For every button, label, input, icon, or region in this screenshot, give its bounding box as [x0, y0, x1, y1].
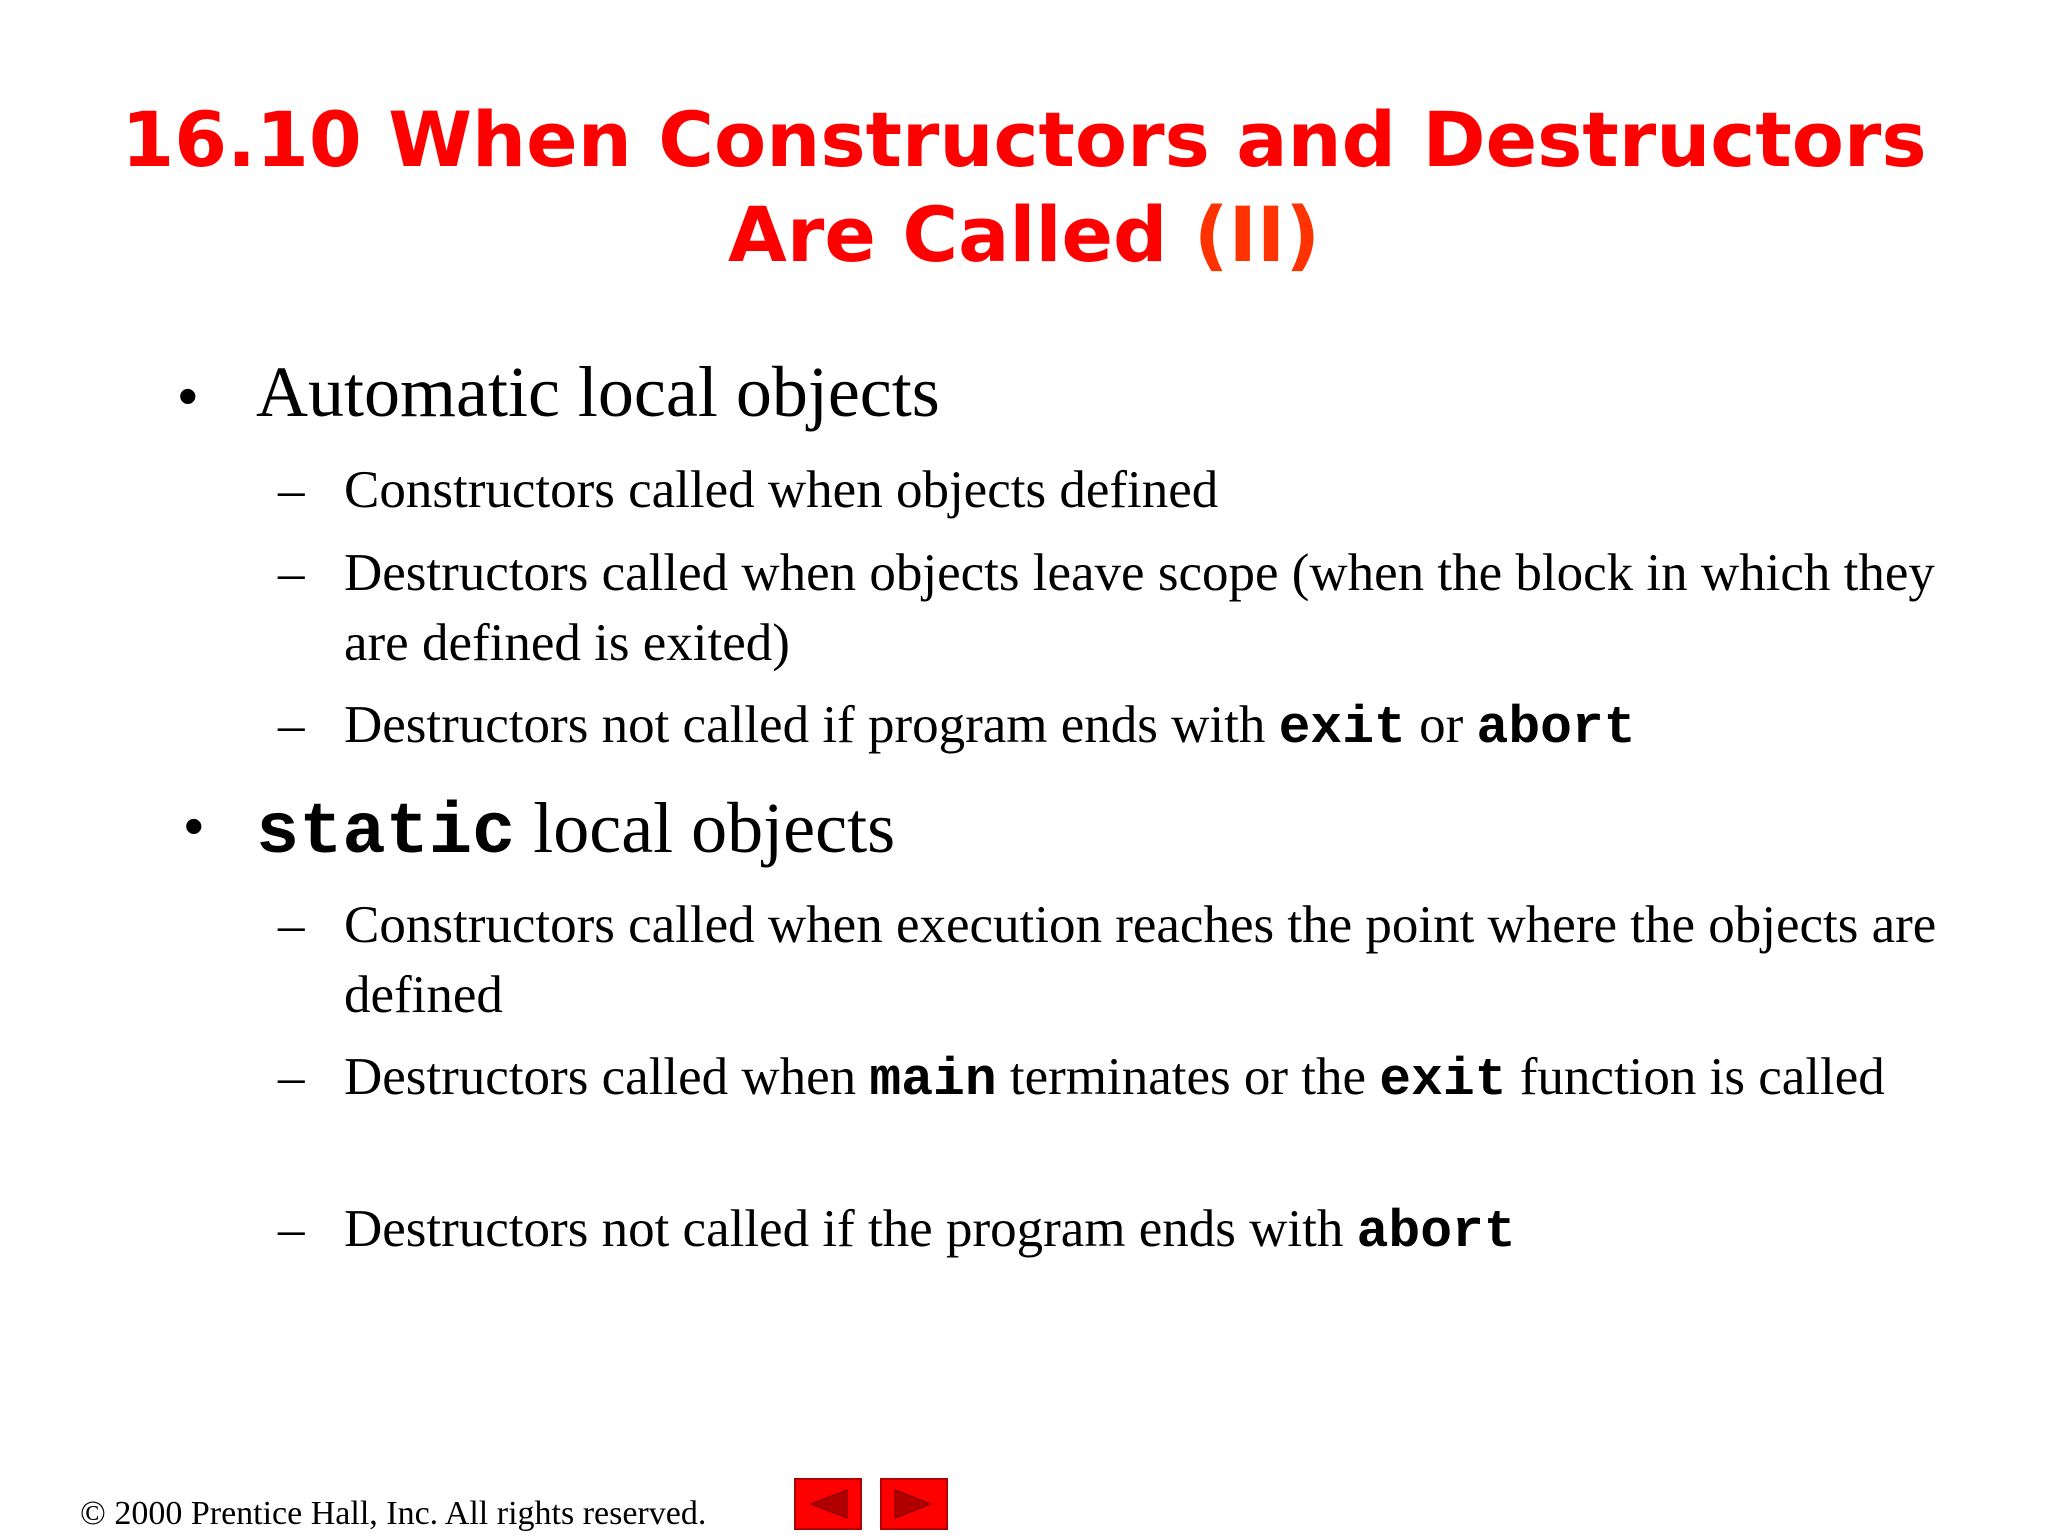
dash-marker: – — [278, 1200, 305, 1258]
bullet-static-local-objects — [256, 788, 895, 873]
sub-bullet — [344, 890, 1964, 1030]
dash-marker: – — [278, 461, 305, 519]
dash-marker: – — [278, 696, 305, 754]
code-abort: abort — [1476, 698, 1636, 758]
sub-text: Constructors called when execution reaches the point where the objects are defined — [344, 896, 1937, 1024]
sub-text: Destructors called when — [344, 1048, 870, 1106]
sub-text: terminates or the — [996, 1048, 1380, 1106]
previous-slide-button[interactable] — [794, 1478, 862, 1530]
sub-text: Constructors called when objects defined — [344, 461, 1219, 519]
bullet-text: local objects — [515, 788, 896, 868]
copyright-footer: © 2000 Prentice Hall, Inc. All rights reserved. — [80, 1495, 707, 1532]
dash-marker: – — [278, 1048, 305, 1106]
title-suffix: (II) — [1193, 190, 1320, 279]
bullet-marker: • — [184, 794, 204, 857]
sub-text: or — [1405, 696, 1477, 754]
code-exit: exit — [1278, 698, 1406, 758]
bullet-marker: • — [178, 364, 198, 427]
sub-text: Destructors not called if program ends with — [344, 696, 1279, 754]
sub-bullet — [344, 455, 1964, 525]
bullet-text: Automatic local objects — [256, 352, 940, 432]
sub-text: function is called — [1506, 1048, 1885, 1106]
code-abort: abort — [1356, 1202, 1516, 1262]
title-line-1: 16.10 When Constructors and Destructors — [121, 95, 1927, 184]
next-slide-button[interactable] — [880, 1478, 948, 1530]
sub-text: Destructors not called if the program ends with — [344, 1200, 1357, 1258]
dash-marker: – — [278, 544, 305, 602]
sub-text: Destructors called when objects leave scope (when the block in which they are defined is exited) — [344, 544, 1935, 672]
sub-bullet — [344, 690, 1964, 763]
code-main: main — [869, 1050, 997, 1110]
title-line-2: Are Called — [728, 190, 1194, 279]
right-triangle-icon — [889, 1487, 939, 1521]
sub-bullet — [344, 538, 1964, 678]
left-triangle-icon — [803, 1487, 853, 1521]
bullet-automatic-local-objects — [256, 352, 940, 432]
sub-bullet — [344, 1042, 1964, 1115]
code-static: static — [256, 792, 516, 874]
code-exit: exit — [1379, 1050, 1507, 1110]
dash-marker: – — [278, 896, 305, 954]
sub-bullet — [344, 1194, 1964, 1267]
